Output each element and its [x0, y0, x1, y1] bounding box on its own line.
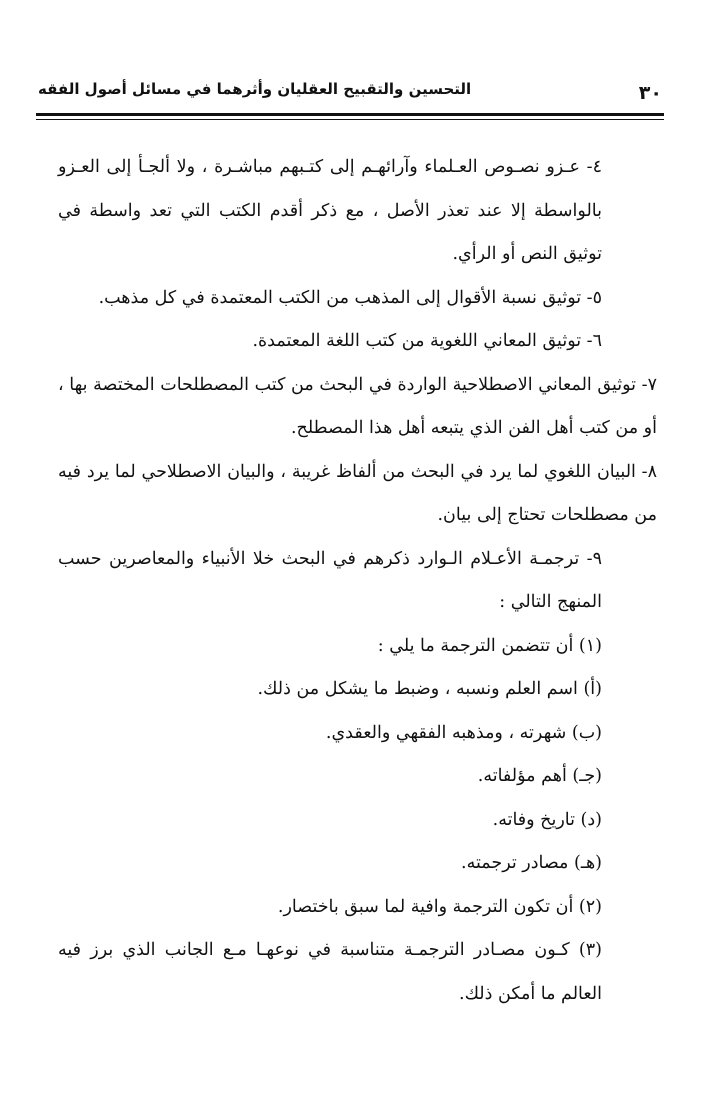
page-number: ٣٠: [638, 82, 662, 104]
header-title: التحسين والتقبيح العقليان وأثرهما في مسائل أصول الفقه: [38, 80, 472, 98]
header-rule-thin: [36, 119, 664, 120]
paragraph-item-8: ٨- البيان اللغوي لما يرد في البحث من ألفاظ غريبة ، والبيان الاصطلاحي لما يرد فيه من مصطلحات تحتاج إلى بيان.: [58, 461, 657, 525]
criteria-subitem-c: (جـ) أهم مؤلفاته.: [477, 766, 602, 786]
criteria-item-3: (٣) كـون مصـادر الترجمـة متناسبة في نوعهـا مـع الجانب الذي برز فيه العالم ما أمكن ذلك.: [58, 940, 602, 1004]
running-header: [38, 80, 662, 112]
paragraph-item-6: ٦- توثيق المعاني اللغوية من كتب اللغة المعتمدة.: [252, 331, 602, 351]
criteria-subitem-d: (د) تاريخ وفاته.: [492, 809, 602, 830]
paragraph-item-7: ٧- توثيق المعاني الاصطلاحية الواردة في البحث من كتب المصطلحات المختصة بها ، أو من كتب أهل الفن الذي يتبعه أهل هذا المصطلح.: [58, 374, 657, 438]
criteria-item-1: (١) أن تتضمن الترجمة ما يلي :: [377, 635, 602, 656]
criteria-subitem-b: (ب) شهرته ، ومذهبه الفقهي والعقدي.: [325, 722, 602, 743]
paragraph-item-9: ٩- ترجمـة الأعـلام الـوارد ذكرهم في البحث خلا الأنبياء والمعاصرين حسب المنهج التالي :: [58, 548, 602, 612]
header-rule-thick: [36, 113, 664, 116]
criteria-subitem-e: (هـ) مصادر ترجمته.: [461, 853, 602, 873]
paragraph-item-5: ٥- توثيق نسبة الأقوال إلى المذهب من الكتب المعتمدة في كل مذهب.: [98, 287, 602, 308]
criteria-subitem-a: (أ) اسم العلم ونسبه ، وضبط ما يشكل من ذلك.: [257, 679, 602, 699]
body-text: [58, 146, 657, 1016]
paragraph-item-4: ٤- عـزو نصـوص العـلماء وآرائهـم إلى كتـبهم مباشـرة ، ولا ألجـأ إلى العـزو بالواسطة إلا عند تعذر الأصل ، مع ذكر أقدم الكتب التي تعد واسطة في توثيق النص أو الرأي.: [58, 157, 602, 264]
criteria-item-2: (٢) أن تكون الترجمة وافية لما سبق باختصار.: [277, 896, 602, 917]
